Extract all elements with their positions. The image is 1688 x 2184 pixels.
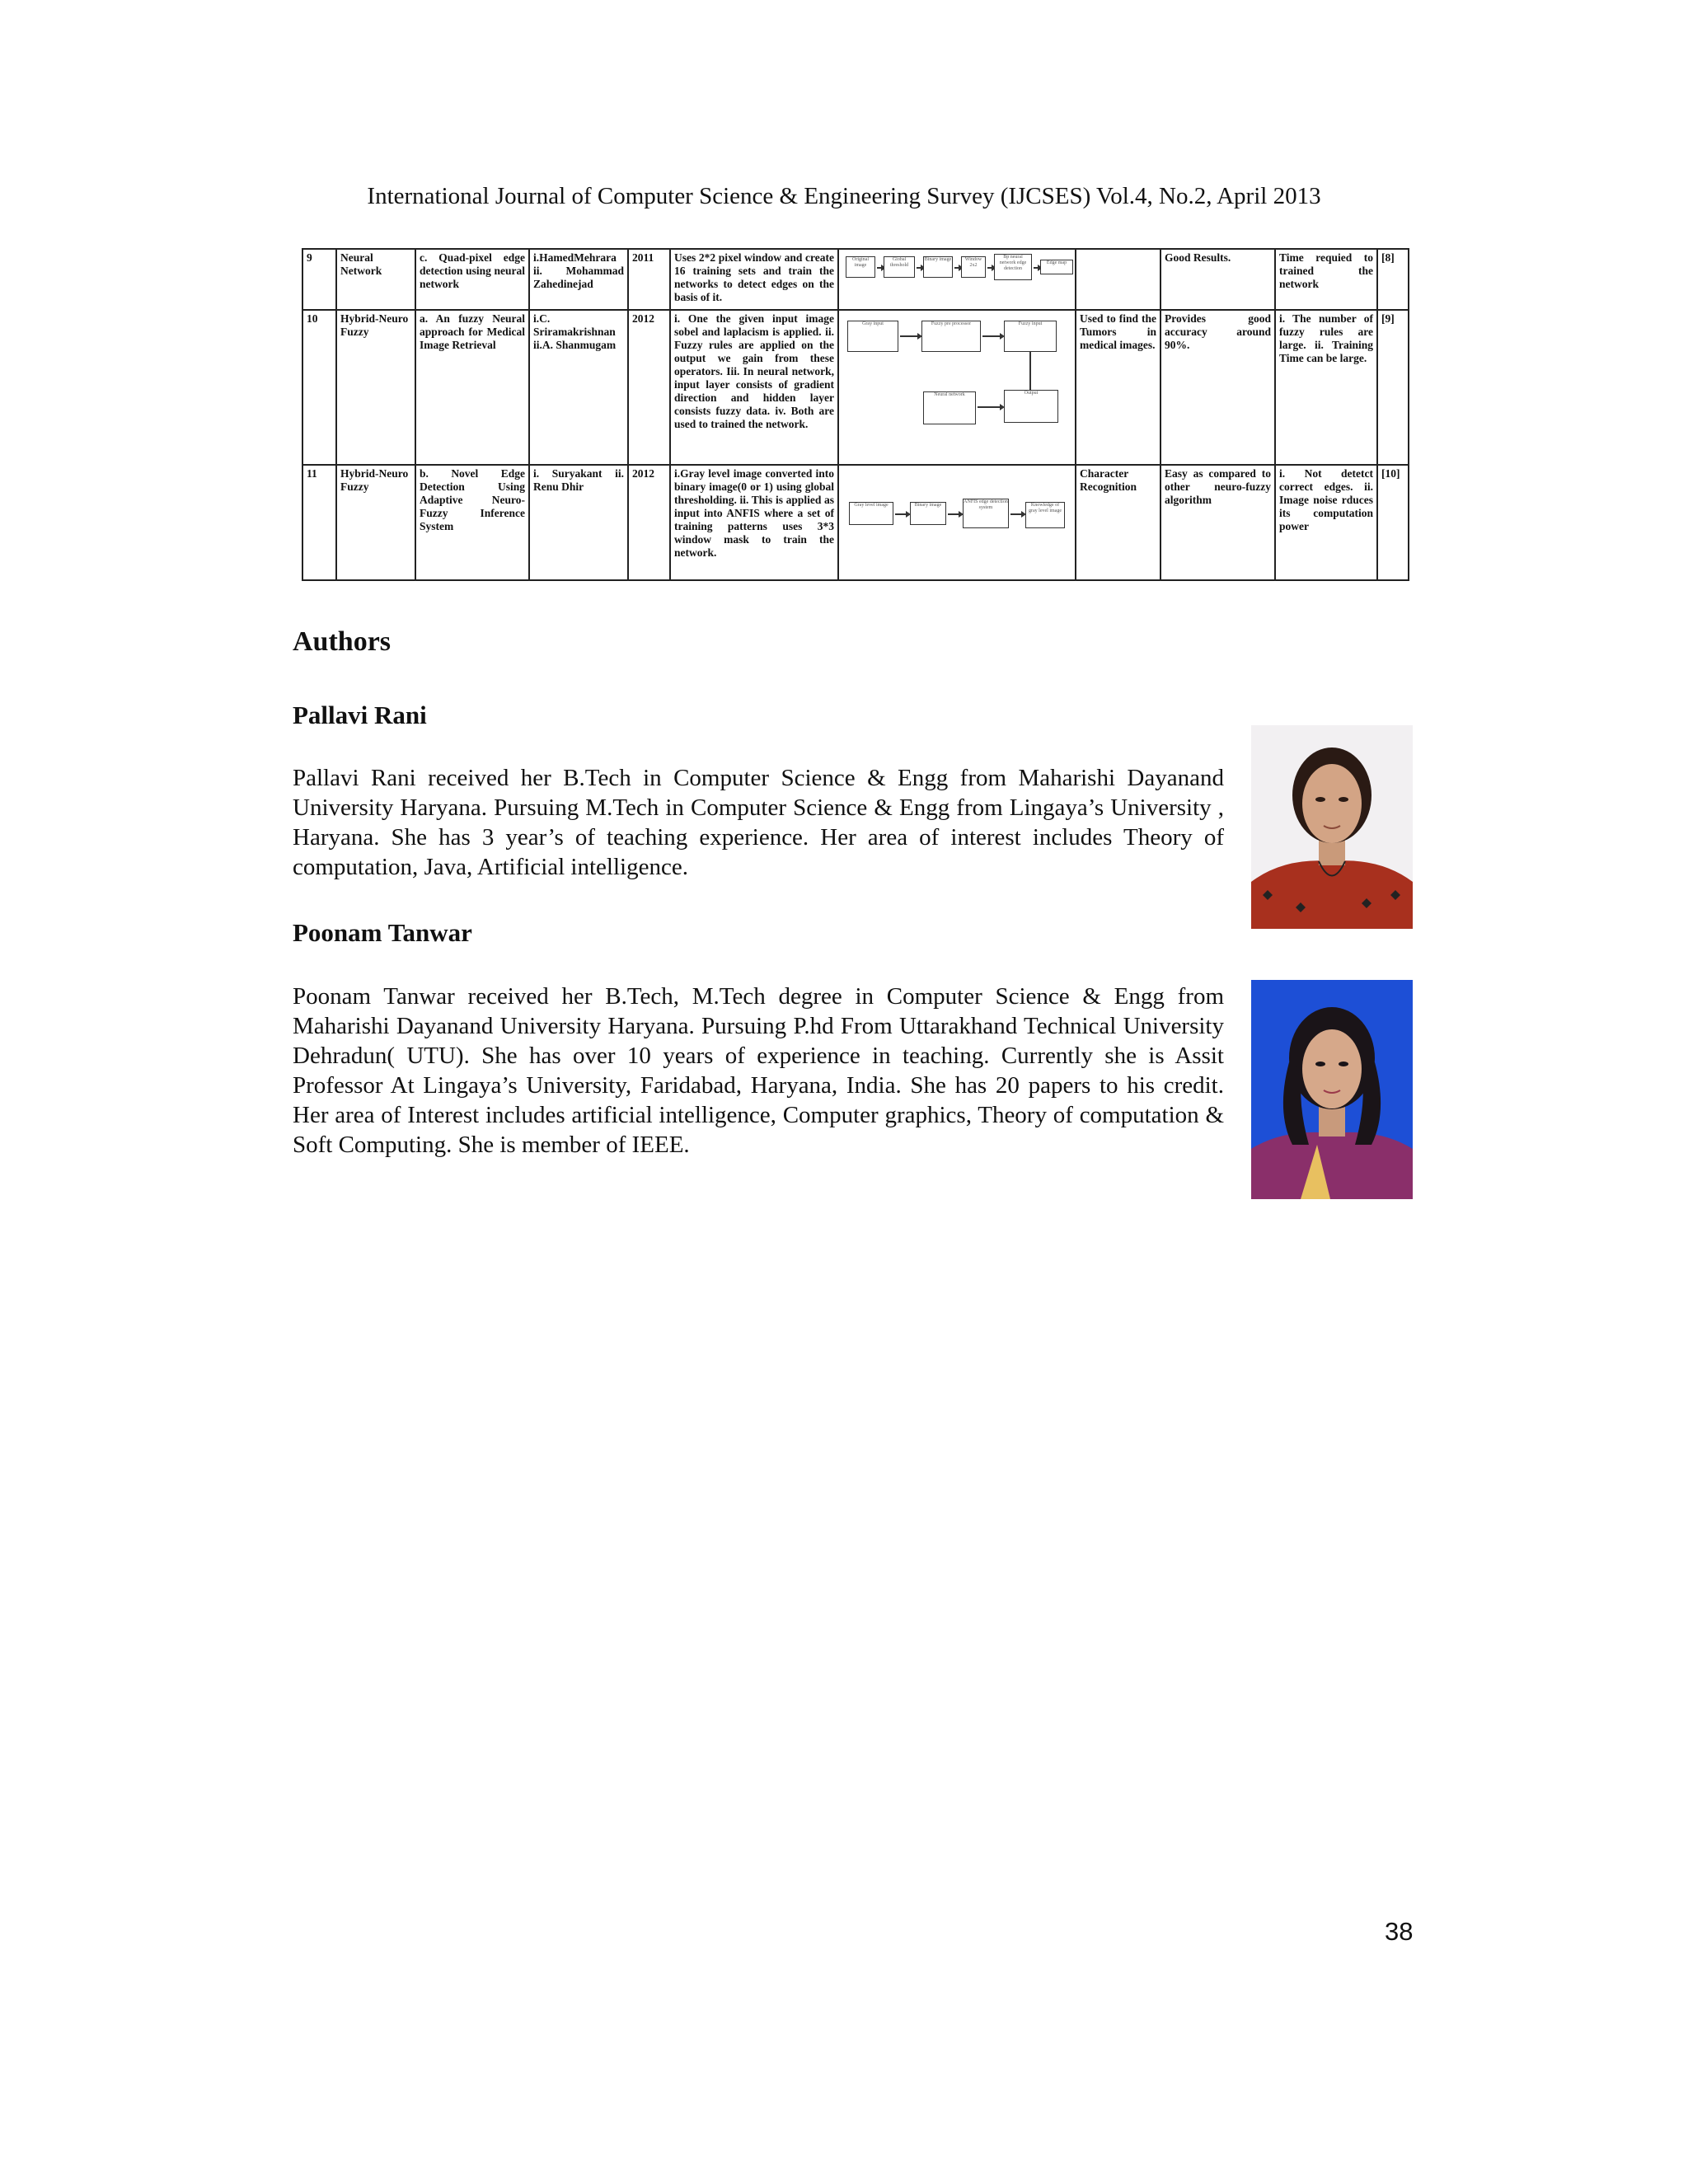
- diagram-box: Edge map: [1040, 260, 1073, 274]
- diagram-box: Fuzzy pre processor: [921, 321, 981, 352]
- diagram-box: Binary image: [923, 256, 953, 278]
- row-year: 2012: [628, 465, 670, 580]
- table-row: [302, 465, 1409, 580]
- diagram-arrow: [978, 406, 1001, 408]
- row-method: Uses 2*2 pixel window and create 16 training sets and train the networks to detect edges on the basis of it.: [670, 249, 838, 310]
- row-title: b. Novel Edge Detection Using Adaptive Neuro-Fuzzy Inference System: [415, 465, 529, 580]
- row-method: i. One the given input image sobel and laplacism is applied. ii. Fuzzy rules are applied on the output we gain from these operators. Iii. In neural network, input layer consists of gradient direction and hidden layer consists fuzzy data. iv. Both are used to trained the network.: [670, 310, 838, 465]
- row-advantages: Easy as compared to other neuro-fuzzy algorithm: [1160, 465, 1275, 580]
- row-disadvantages: Time requied to trained the network: [1275, 249, 1377, 310]
- page-number: 38: [1385, 1917, 1414, 1946]
- survey-table: [302, 248, 1409, 581]
- row-category: Neural Network: [336, 249, 415, 310]
- row-number: 9: [302, 249, 336, 310]
- row-authors: i. Suryakant ii. Renu Dhir: [529, 465, 628, 580]
- diagram-arrow: [895, 513, 907, 515]
- diagram-box: Gray level image: [849, 502, 893, 525]
- diagram-box: Window 2x2: [961, 256, 986, 278]
- row-year: 2012: [628, 310, 670, 465]
- diagram-arrow: [948, 513, 959, 515]
- row-title: a. An fuzzy Neural approach for Medical Image Retrieval: [415, 310, 529, 465]
- row-disadvantages: i. The number of fuzzy rules are large. ii. Training Time can be large.: [1275, 310, 1377, 465]
- row-title: c. Quad-pixel edge detection using neural network: [415, 249, 529, 310]
- diagram-arrow: [900, 335, 918, 337]
- diagram-box: Global threshold: [884, 256, 915, 278]
- row-number: 10: [302, 310, 336, 465]
- row-advantages: Provides good accuracy around 90%.: [1160, 310, 1275, 465]
- row-method: i.Gray level image converted into binary image(0 or 1) using global thresholding. ii. This is applied as input into ANFIS where a set of training patterns uses 3*3 window mask to train the network.: [670, 465, 838, 580]
- author-photo: [1251, 725, 1413, 929]
- row-diagram: [838, 465, 1076, 580]
- diagram-arrow: [982, 335, 1001, 337]
- row-application: Character Recognition: [1076, 465, 1160, 580]
- diagram-box: Output: [1004, 390, 1058, 423]
- table-row: [302, 249, 1409, 310]
- diagram-box: Fuzzy input: [1004, 321, 1057, 352]
- diagram-arrow: [877, 267, 882, 269]
- row-category: Hybrid-Neuro Fuzzy: [336, 310, 415, 465]
- row-application: Used to find the Tumors in medical images.: [1076, 310, 1160, 465]
- row-application: [1076, 249, 1160, 310]
- diagram-box: ANFIS edge detection system: [963, 499, 1009, 528]
- diagram-box: Binary image: [910, 502, 946, 525]
- diagram-box: Original image: [846, 256, 875, 278]
- row-number: 11: [302, 465, 336, 580]
- authors-heading: Authors: [293, 626, 392, 657]
- author-name: Pallavi Rani: [293, 701, 427, 729]
- diagram-arrow: [917, 267, 921, 269]
- row-diagram: [838, 310, 1076, 465]
- row-year: 2011: [628, 249, 670, 310]
- diagram-arrow: [1034, 267, 1039, 269]
- row-disadvantages: i. Not detetct correct edges. ii. Image noise rduces its computation power: [1275, 465, 1377, 580]
- diagram-box: Neural network: [923, 391, 976, 424]
- author-name: Poonam Tanwar: [293, 918, 472, 947]
- row-diagram: [838, 249, 1076, 310]
- author-bio: Poonam Tanwar received her B.Tech, M.Tech degree in Computer Science & Engg from Maharishi Dayanand University Haryana. Pursuing P.hd From Uttarakhand Technical University Dehradun( UTU). She has over 10 years of experience in teaching. Currently she is Assit Professor At Lingaya’s University, Faridabad, Haryana, India. She has 20 papers to his credit. Her area of Interest includes artificial intelligence, Computer graphics, Theory of computation & Soft Computing. She is member of IEEE.: [293, 983, 1224, 1158]
- diagram-box: Knowledge of gray level image: [1025, 502, 1065, 528]
- author-photo: [1251, 980, 1413, 1199]
- row-authors: i.HamedMehrara ii. Mohammad Zahedinejad: [529, 249, 628, 310]
- row-category: Hybrid-Neuro Fuzzy: [336, 465, 415, 580]
- diagram-arrow: [1010, 513, 1022, 515]
- row-advantages: Good Results.: [1160, 249, 1275, 310]
- diagram-arrow: [987, 267, 992, 269]
- diagram-box: Gray input: [847, 321, 898, 352]
- author-bio: Pallavi Rani received her B.Tech in Computer Science & Engg from Maharishi Dayanand University Haryana. Pursuing M.Tech in Computer Science & Engg from Lingaya’s University , Haryana. She has 3 year’s of teaching experience. Her area of interest includes Theory of computation, Java, Artificial intelligence.: [293, 765, 1224, 880]
- row-reference: [9]: [1377, 310, 1409, 465]
- journal-header: International Journal of Computer Science & Engineering Survey (IJCSES) Vol.4, No.2, April 2013: [367, 183, 1321, 209]
- row-authors: i.C. Sriramakrishnan ii.A. Shanmugam: [529, 310, 628, 465]
- diagram-box: Bp neural network edge detection: [994, 254, 1032, 280]
- diagram-arrow: [954, 267, 959, 269]
- table-row: [302, 310, 1409, 465]
- row-reference: [10]: [1377, 465, 1409, 580]
- row-reference: [8]: [1377, 249, 1409, 310]
